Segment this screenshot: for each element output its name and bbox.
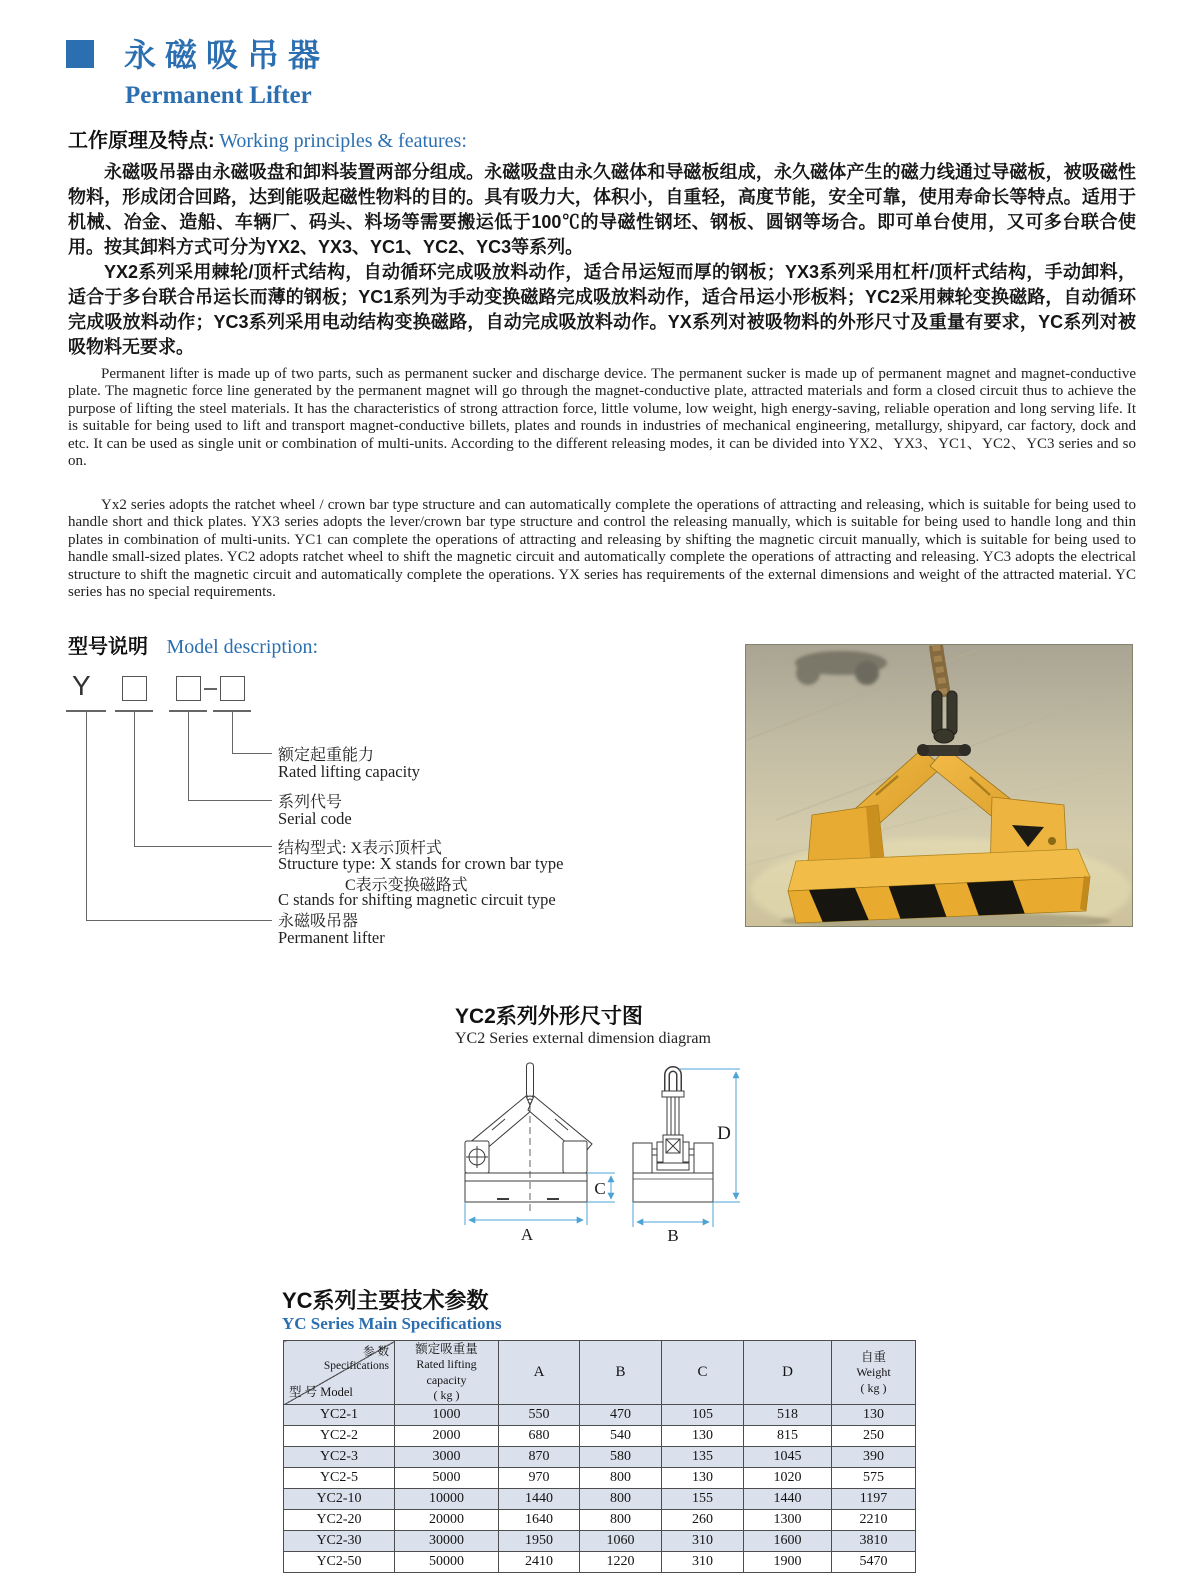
col-header-capacity: 额定吸重量 Rated lifting capacity ( kg ) xyxy=(395,1341,499,1405)
label-capacity-en: Rated lifting capacity xyxy=(278,762,421,781)
dim-diagram-heading-en: YC2 Series external dimension diagram xyxy=(455,1030,711,1047)
cell-weight: 575 xyxy=(832,1468,916,1489)
cell-weight: 5470 xyxy=(832,1552,916,1573)
paragraph-cn-1: 永磁吸吊器由永磁吸盘和卸料装置两部分组成。永磁吸盘由永久磁体和导磁板组成，永久磁体产生的磁力线通过导磁板，被吸磁性物料，形成闭合回路，达到能吸起磁性物料的目的。具有吸力大，体积小，自重轻，高度节能，安全可靠，使用寿命长等特点。适用于机械、冶金、造船、车辆厂、码头、料场等需要搬运低于100℃的导磁性钢坯、钢板、圆钢等场合。即可单台使用，又可多台联合使用。按其卸料方式可分为YX2、YX3、YC1、YC2、YC3等系列。 xyxy=(68,162,1136,257)
dim-label-d: D xyxy=(717,1123,731,1144)
side-view xyxy=(633,1069,713,1202)
cell-model: YC2-3 xyxy=(284,1447,395,1468)
cell-b: 540 xyxy=(580,1426,662,1447)
col-header-c: C xyxy=(662,1341,744,1405)
cell-model: YC2-30 xyxy=(284,1531,395,1552)
cell-weight: 390 xyxy=(832,1447,916,1468)
pivot-pin xyxy=(917,744,971,756)
cell-capacity: 30000 xyxy=(395,1531,499,1552)
spec-row-YC2-3 xyxy=(284,1447,916,1468)
spec-row-YC2-1 xyxy=(284,1405,916,1426)
connector-structure-v xyxy=(134,711,135,846)
dim-label-a: A xyxy=(520,1225,534,1244)
working-principles-heading xyxy=(68,124,467,153)
cell-b: 800 xyxy=(580,1510,662,1531)
paragraph-en-2: Yx2 series adopts the ratchet wheel / crown bar type structure and can automatically complete the operations of attracting and releasing, which is suitable for being used to handle short and thick plates. YX3 series adopts the lever/crown bar type structure and control the releasing manually, which is suitable for being used to handle long and thin plates in combination of multi-units. YC1 can complete the operations of attracting and releasing by shifting the magnetic circuit manually, which is suitable for being used to handle small-sized plates. YC2 adopts ratchet wheel to shift the magnetic circuit and automatically complete the operations of attracting and releasing. YC3 adopts the electrical structure to shift the magnetic circuit and automatically complete the operations. YX series has requirements of the external dimensions and weight of the attracted material. YC series has no special requirements. xyxy=(68,497,1136,601)
cell-weight: 1197 xyxy=(832,1489,916,1510)
page-title-cn: 永磁吸吊器 xyxy=(124,37,330,73)
specs-heading-en: YC Series Main Specifications xyxy=(282,1314,502,1333)
cell-b: 1060 xyxy=(580,1531,662,1552)
cell-a: 2410 xyxy=(499,1552,580,1573)
spec-row-YC2-10 xyxy=(284,1489,916,1510)
cell-model: YC2-50 xyxy=(284,1552,395,1573)
connector-capacity-v xyxy=(232,711,233,753)
cell-d: 815 xyxy=(744,1426,832,1447)
model-code-box-structure xyxy=(122,676,147,701)
specs-heading-cn: YC系列主要技术参数 xyxy=(282,1288,489,1313)
specs-table-body xyxy=(284,1405,916,1573)
cell-b: 800 xyxy=(580,1468,662,1489)
cell-d: 1440 xyxy=(744,1489,832,1510)
connector-serial-v xyxy=(188,711,189,800)
cell-capacity: 2000 xyxy=(395,1426,499,1447)
cell-weight: 3810 xyxy=(832,1531,916,1552)
specs-header-row xyxy=(284,1341,916,1405)
cell-d: 1045 xyxy=(744,1447,832,1468)
spec-row-YC2-30 xyxy=(284,1531,916,1552)
model-code-prefix: Y xyxy=(72,670,91,701)
label-structure-en2: C stands for shifting magnetic circuit type xyxy=(278,890,556,909)
connector-serial-h xyxy=(188,800,272,801)
product-photo-art xyxy=(746,645,1132,926)
cell-b: 1220 xyxy=(580,1552,662,1573)
corner-specifications-label: 参 数 Specifications xyxy=(323,1346,389,1373)
cell-capacity: 50000 xyxy=(395,1552,499,1573)
cell-capacity: 1000 xyxy=(395,1405,499,1426)
corner-model-label: 型 号 Model xyxy=(289,1385,353,1400)
cell-a: 1950 xyxy=(499,1531,580,1552)
connector-lifter-v xyxy=(86,711,87,920)
spec-row-YC2-50 xyxy=(284,1552,916,1573)
cell-c: 260 xyxy=(662,1510,744,1531)
cell-capacity: 3000 xyxy=(395,1447,499,1468)
label-structure-cn2: C表示变换磁路式 xyxy=(345,877,468,894)
cell-capacity: 20000 xyxy=(395,1510,499,1531)
cell-model: YC2-2 xyxy=(284,1426,395,1447)
cell-model: YC2-20 xyxy=(284,1510,395,1531)
spec-row-YC2-2 xyxy=(284,1426,916,1447)
cell-a: 1640 xyxy=(499,1510,580,1531)
col-header-a: A xyxy=(499,1341,580,1405)
spec-row-YC2-20 xyxy=(284,1510,916,1531)
cell-capacity: 5000 xyxy=(395,1468,499,1489)
col-header-d: D xyxy=(744,1341,832,1405)
spec-row-YC2-5 xyxy=(284,1468,916,1489)
dimension-drawing xyxy=(435,1055,770,1245)
col-header-b: B xyxy=(580,1341,662,1405)
working-heading-cn: 工作原理及特点: xyxy=(68,130,215,152)
col-header-weight: 自重 Weight ( kg ) xyxy=(832,1341,916,1405)
cell-c: 130 xyxy=(662,1426,744,1447)
label-structure-en: Structure type: X stands for crown bar type xyxy=(278,854,564,873)
cell-capacity: 10000 xyxy=(395,1489,499,1510)
cell-a: 1440 xyxy=(499,1489,580,1510)
front-view xyxy=(465,1063,592,1215)
cell-a: 870 xyxy=(499,1447,580,1468)
product-photo xyxy=(745,644,1133,927)
label-structure-cn: 结构型式: X表示顶杆式 xyxy=(278,840,443,857)
cell-d: 1900 xyxy=(744,1552,832,1573)
cell-d: 1600 xyxy=(744,1531,832,1552)
cell-c: 130 xyxy=(662,1468,744,1489)
cell-d: 518 xyxy=(744,1405,832,1426)
label-serial-cn: 系列代号 xyxy=(278,794,343,811)
dim-label-c: C xyxy=(594,1179,606,1198)
working-heading-en: Working principles & features: xyxy=(219,130,467,152)
paragraph-cn-2: YX2系列采用棘轮/顶杆式结构，自动循环完成吸放料动作，适合吊运短而厚的钢板；YX3系列采用杠杆/顶杆式结构，手动卸料，适合于多台联合吊运长而薄的钢板；YC1系列为手动变换磁路完成吸放料动作，适合吊运小形板料；YC2采用棘轮变换磁路，自动循环完成吸放料动作；YC3系列采用电动结构变换磁路，自动完成吸放料动作。YX系列对被吸物料的外形尺寸及重量有要求，YC系列对被吸物料无要求。 xyxy=(68,262,1136,357)
model-heading-cn: 型号说明 xyxy=(68,636,148,658)
cell-weight: 250 xyxy=(832,1426,916,1447)
model-code-dash xyxy=(204,688,217,690)
model-code-box-serial xyxy=(176,676,201,701)
cell-weight: 2210 xyxy=(832,1510,916,1531)
label-lifter-en: Permanent lifter xyxy=(278,928,385,947)
cell-model: YC2-1 xyxy=(284,1405,395,1426)
connector-structure-h xyxy=(134,846,272,847)
corner-header-cell xyxy=(284,1341,395,1405)
label-capacity-cn: 额定起重能力 xyxy=(278,747,375,764)
cell-model: YC2-10 xyxy=(284,1489,395,1510)
cell-c: 155 xyxy=(662,1489,744,1510)
model-description-heading xyxy=(68,630,318,659)
specs-table xyxy=(283,1340,916,1573)
dim-label-b: B xyxy=(667,1226,679,1245)
section-marker-square xyxy=(66,40,94,68)
cell-c: 310 xyxy=(662,1531,744,1552)
label-serial-en: Serial code xyxy=(278,809,352,828)
cell-b: 580 xyxy=(580,1447,662,1468)
connector-capacity-h xyxy=(232,753,272,754)
cell-a: 970 xyxy=(499,1468,580,1489)
cell-weight: 130 xyxy=(832,1405,916,1426)
model-heading-en: Model description: xyxy=(166,636,319,658)
cell-d: 1020 xyxy=(744,1468,832,1489)
cell-c: 310 xyxy=(662,1552,744,1573)
paragraph-en-1: Permanent lifter is made up of two parts, such as permanent sucker and discharge device. The permanent sucker is made up of permanent magnet and magnet-conductive plate. The magnetic force line generated by the permanent magnet will go through the magnet-conductive plate, attracted materials and form a closed circuit thus to achieve the purpose of lifting the steel materials. It has the characteristics of strong attraction force, little volume, low weight, high energy-saving, reliable operation and long serving life. It is suitable for being used to lift and transport magnet-conductive billets, plates and rounds in industries of mechanical engineering, metallurgy, shipyard, car factory, dock and etc. It can be used as single unit or combination of multi-units. According to the different releasing modes, it can be divided into YX2、YX3、YC1、YC2、YC3 series and so on. xyxy=(68,366,1136,470)
cell-c: 135 xyxy=(662,1447,744,1468)
cell-b: 800 xyxy=(580,1489,662,1510)
cell-b: 470 xyxy=(580,1405,662,1426)
model-code-box-capacity xyxy=(220,676,245,701)
cell-a: 680 xyxy=(499,1426,580,1447)
connector-lifter-h xyxy=(86,920,272,921)
label-lifter-cn: 永磁吸吊器 xyxy=(278,913,359,930)
cell-a: 550 xyxy=(499,1405,580,1426)
dim-diagram-heading-cn: YC2系列外形尺寸图 xyxy=(455,1005,643,1028)
page-title-en: Permanent Lifter xyxy=(125,82,312,109)
cell-c: 105 xyxy=(662,1405,744,1426)
cell-model: YC2-5 xyxy=(284,1468,395,1489)
cell-d: 1300 xyxy=(744,1510,832,1531)
